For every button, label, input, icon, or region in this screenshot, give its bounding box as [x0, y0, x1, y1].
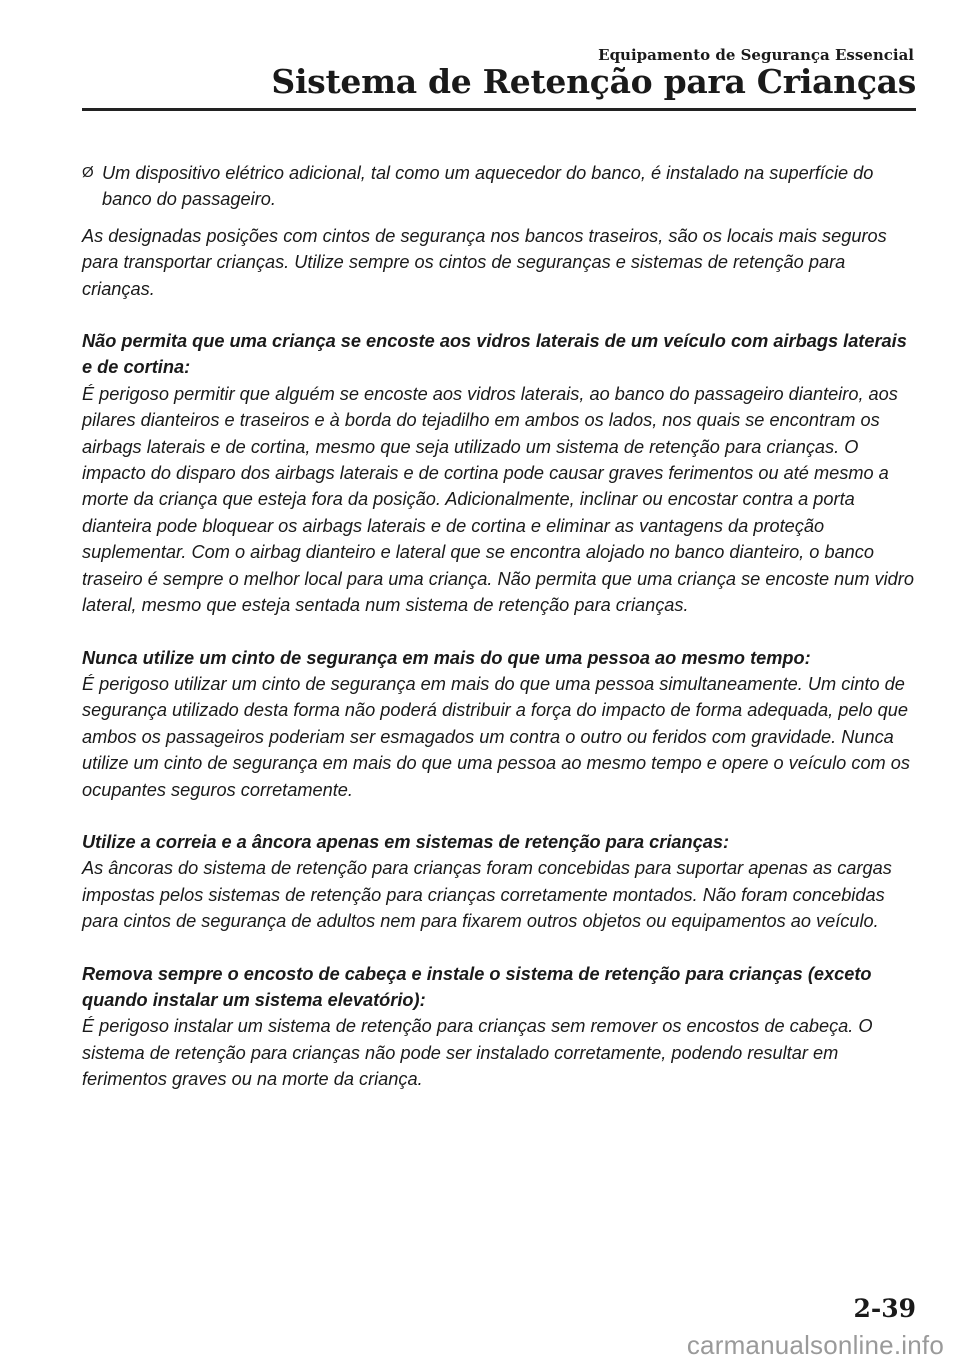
block-body: É perigoso utilizar um cinto de segurança em mais do que uma pessoa simultaneamente. Um cinto de segurança utilizado desta forma não poderá distribuir a força do impacto de forma adequada, pelo que ambos os passageiros poderiam ser esmagados um contra o outro ou feridos com gravidade. Nunca utilize um cinto de segurança em mais do que uma pessoa ao mesmo tempo e opere o veículo com os ocupantes seguros corretamente.: [82, 673, 910, 800]
block-body: É perigoso instalar um sistema de retenção para crianças sem remover os encostos de cabeça. O sistema de retenção para crianças não pode ser instalado corretamente, podendo resultar em ferimentos graves ou na morte da criança.: [82, 1016, 873, 1090]
header-divider: [82, 108, 916, 111]
block-heading: Utilize a correia e a âncora apenas em sistemas de retenção para crianças:: [82, 831, 729, 852]
intro-paragraph: As designadas posições com cintos de segurança nos bancos traseiros, são os locais mais seguros para transportar crianças. Utilize sempre os cintos de seguranças e sistemas de retenção para crianças.: [82, 225, 887, 299]
page-number: 2-39: [853, 1294, 916, 1323]
bullet-text: Um dispositivo elétrico adicional, tal como um aquecedor do banco, é instalado na superfície do banco do passageiro.: [102, 163, 874, 210]
warning-block-one-belt: [82, 645, 916, 803]
block-body: É perigoso permitir que alguém se encoste aos vidros laterais, ao banco do passageiro dianteiro, aos pilares dianteiros e traseiros e à borda do tejadilho em ambos os lados, nos quais se encontram os airbags laterais e de cortina, mesmo que seja utilizado um sistema de retenção para crianças. O impacto do disparo dos airbags laterais e de cortina pode causar graves ferimentos ou até mesmo a morte da criança que esteja fora da posição. Adicionalmente, inclinar ou encostar contra a porta dianteira pode bloquear os airbags laterais e de cortina e eliminar as vantagens da proteção suplementar. Com o airbag dianteiro e lateral que se encontra alojado no banco dianteiro, o banco traseiro é sempre o melhor local para uma criança. Não permita que uma criança se encoste num vidro lateral, mesmo que esteja sentada num sistema de retenção para crianças.: [82, 383, 914, 616]
bullet-item: [82, 160, 916, 213]
block-heading: Não permita que uma criança se encoste aos vidros laterais de um veículo com airbags laterais e de cortina:: [82, 331, 907, 378]
warning-block-side-windows: [82, 328, 916, 618]
header-section-label: Equipamento de Segurança Essencial: [598, 46, 914, 64]
block-heading: Remova sempre o encosto de cabeça e instale o sistema de retenção para crianças (exceto quando instalar um sistema elevatório):: [82, 963, 872, 1010]
arrow-bullet-icon: Ø: [82, 164, 94, 181]
block-body: As âncoras do sistema de retenção para crianças foram concebidas para suportar apenas as cargas impostas pelos sistemas de retenção para crianças corretamente montados. Não foram concebidas para cintos de segurança de adultos nem para fixarem outros objetos ou equipamentos ao veículo.: [82, 858, 892, 932]
warning-block-anchor: [82, 829, 916, 935]
page-content: [82, 160, 916, 1119]
watermark: carmanualsonline.info: [686, 1330, 944, 1360]
block-heading: Nunca utilize um cinto de segurança em mais do que uma pessoa ao mesmo tempo:: [82, 647, 811, 668]
warning-block-headrest: [82, 961, 916, 1093]
page-title: Sistema de Retenção para Crianças: [271, 62, 916, 101]
